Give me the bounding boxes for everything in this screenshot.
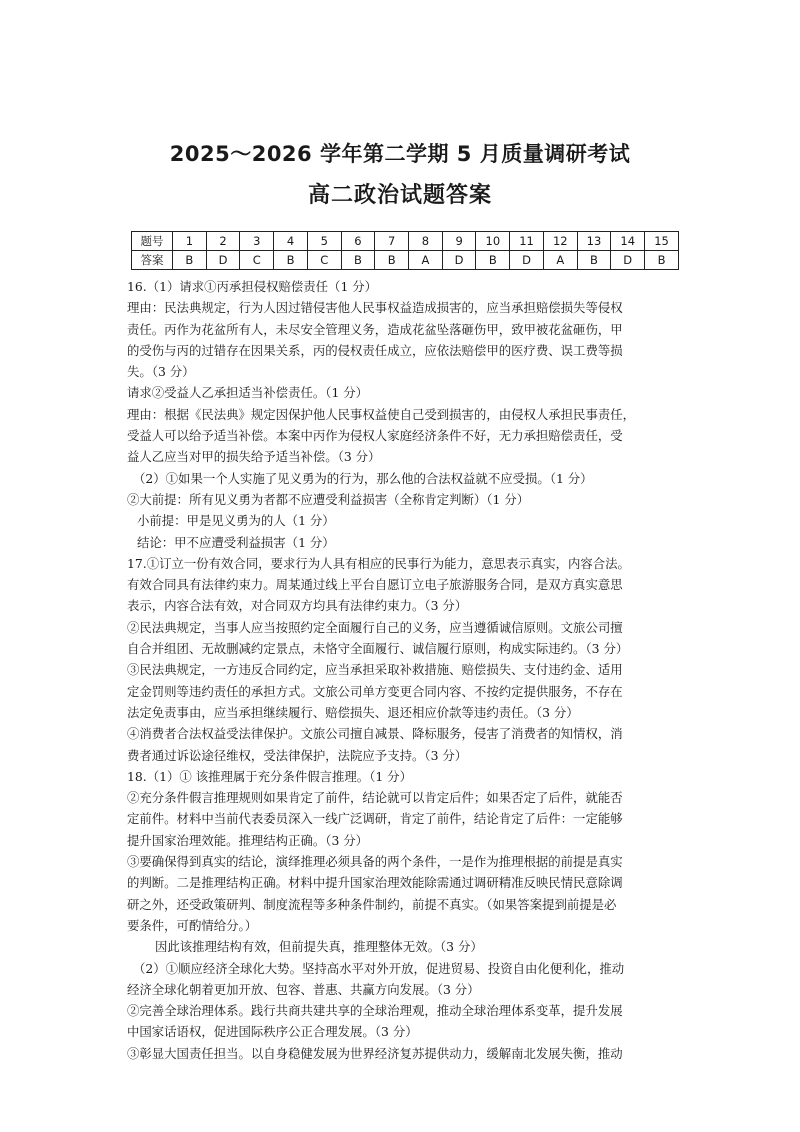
question-number-cell: 2 <box>206 232 240 251</box>
question-number-cell: 7 <box>375 232 409 251</box>
row-label-answer: 答案 <box>132 251 173 270</box>
text-line: 中国家话语权，促进国际秩序公正合理发展。（3 分） <box>127 1024 418 1040</box>
question-number-cell: 14 <box>611 232 645 251</box>
answer-cell: B <box>645 251 679 270</box>
answer-cell: A <box>409 251 443 270</box>
text-line: 自合并组团、无故删减约定景点，未恪守全面履行、诚信履行原则，构成实际违约。（3 分） <box>127 641 629 657</box>
text-line: 责任。丙作为花盆所有人，未尽安全管理义务，造成花盆坠落砸伤甲，致甲被花盆砸伤，甲 <box>127 321 623 337</box>
text-line: ②完善全球治理体系。践行共商共建共享的全球治理观，推动全球治理体系变革，提升发展 <box>127 1003 623 1019</box>
text-line: 有效合同具有法律约束力。周某通过线上平台自愿订立电子旅游服务合同，是双方真实意思 <box>127 577 623 593</box>
answer-cell: B <box>476 251 510 270</box>
text-line: 费者通过诉讼途径维权，受法律保护，法院应予支持。（3 分） <box>127 747 468 763</box>
text-line: （2）①如果一个人实施了见义勇为的行为，那么他的合法权益就不应受损。（1 分） <box>133 470 593 486</box>
answer-cell: C <box>307 251 341 270</box>
text-line: ②充分条件假言推理规则如果肯定了前件，结论就可以肯定后件；如果否定了后件，就能否 <box>127 790 623 806</box>
text-line: 定金罚则等违约责任的承担方式。文旅公司单方变更合同内容、不按约定提供服务，不存在 <box>127 683 623 699</box>
question-number-cell: 11 <box>510 232 544 251</box>
question-number-row <box>132 232 679 251</box>
question-number-cell: 5 <box>307 232 341 251</box>
question-number-cell: 12 <box>543 232 577 251</box>
text-line: ④消费者合法权益受法律保护。文旅公司擅自减景、降标服务，侵害了消费者的知情权，消 <box>127 726 623 742</box>
row-label-question-number: 题号 <box>132 232 173 251</box>
text-line: 请求②受益人乙承担适当补偿责任。（1 分） <box>127 385 369 401</box>
answer-cell: B <box>173 251 207 270</box>
text-line: 理由：根据《民法典》规定因保护他人民事权益使自己受到损害的，由侵权人承担民事责任， <box>127 406 636 422</box>
answer-cell: B <box>375 251 409 270</box>
text-line: ③要确保得到真实的结论，演绎推理必须具备的两个条件，一是作为推理根据的前提是真实 <box>127 854 623 870</box>
text-line: （2）①顺应经济全球化大势。坚持高水平对外开放，促进贸易、投资自由化便利化，推动 <box>133 960 625 976</box>
text-line: 的受伤与丙的过错存在因果关系，丙的侵权责任成立，应依法赔偿甲的医疗费、误工费等损 <box>127 342 623 358</box>
text-line: 经济全球化朝着更加开放、包容、普惠、共赢方向发展。（3 分） <box>127 981 480 997</box>
exam-subtitle: 高二政治试题答案 <box>307 183 492 208</box>
answer-row <box>132 251 679 270</box>
text-line: 要条件，可酌情给分。） <box>127 917 258 933</box>
question-number-cell: 13 <box>577 232 611 251</box>
text-line: 表示，内容合法有效，对合同双方均具有法律约束力。（3 分） <box>127 598 468 614</box>
text-line: 17.①订立一份有效合同，要求行为人具有相应的民事行为能力，意思表示真实，内容合法。 <box>127 555 630 571</box>
question-number-cell: 6 <box>341 232 375 251</box>
answer-cell: D <box>206 251 240 270</box>
text-line: ③民法典规定，一方违反合同约定，应当承担采取补救措施、赔偿损失、支付违约金、适用 <box>127 662 623 678</box>
text-line: 益人乙应当对甲的损失给予适当补偿。（3 分） <box>127 449 381 465</box>
text-line: 法定免责事由，应当承担继续履行、赔偿损失、退还相应价款等违约责任。（3 分） <box>127 704 579 720</box>
answer-cell: D <box>611 251 645 270</box>
question-number-cell: 3 <box>240 232 274 251</box>
answer-table <box>131 231 679 270</box>
answer-cell: C <box>240 251 274 270</box>
text-line: 小前提：甲是见义勇为的人（1 分） <box>137 513 335 529</box>
text-line: 因此该推理结构有效，但前提失真，推理整体无效。（3 分） <box>155 939 483 955</box>
question-number-cell: 9 <box>442 232 476 251</box>
answer-cell: A <box>543 251 577 270</box>
text-line: 提升国家治理效能。推理结构正确。（3 分） <box>127 832 369 848</box>
text-line: ②民法典规定，当事人应当按照约定全面履行自己的义务，应当遵循诚信原则。文旅公司擅 <box>127 619 623 635</box>
answer-cell: B <box>577 251 611 270</box>
text-line: 理由：民法典规定，行为人因过错侵害他人民事权益造成损害的，应当承担赔偿损失等侵权 <box>127 300 623 316</box>
text-line: 受益人可以给予适当补偿。本案中丙作为侵权人家庭经济条件不好，无力承担赔偿责任，受 <box>127 428 623 444</box>
text-line: ②大前提：所有见义勇为者都不应遭受利益损害（全称肯定判断）（1 分） <box>127 491 530 507</box>
question-number-cell: 1 <box>173 232 207 251</box>
answer-cell: B <box>274 251 308 270</box>
answer-cell: B <box>341 251 375 270</box>
text-line: ③彰显大国责任担当。以自身稳健发展为世界经济复苏提供动力，缓解南北发展失衡，推动 <box>127 1045 623 1061</box>
exam-title: 2025～2026 学年第二学期 5 月质量调研考试 <box>169 142 631 166</box>
text-line: 研之外，还受政策研判、制度流程等多种条件制约，前提不真实。（如果答案提到前提是必 <box>127 896 617 912</box>
text-line: 的判断。二是推理结构正确。材料中提升国家治理效能除需通过调研精准反映民情民意除调 <box>127 875 623 891</box>
text-line: 定前件。材料中当前代表委员深入一线广泛调研，肯定了前件，结论肯定了后件：一定能够 <box>127 811 623 827</box>
text-line: 18.（1）① 该推理属于充分条件假言推理。（1 分） <box>127 768 412 784</box>
question-number-cell: 4 <box>274 232 308 251</box>
text-line: 结论：甲不应遭受利益损害（1 分） <box>137 534 335 550</box>
question-number-cell: 15 <box>645 232 679 251</box>
question-number-cell: 8 <box>409 232 443 251</box>
answer-body <box>127 276 679 1064</box>
answer-cell: D <box>442 251 476 270</box>
text-line: 失。（3 分） <box>127 364 195 380</box>
question-number-cell: 10 <box>476 232 510 251</box>
text-line: 16.（1）请求①丙承担侵权赔偿责任（1 分） <box>127 279 378 294</box>
answer-cell: D <box>510 251 544 270</box>
